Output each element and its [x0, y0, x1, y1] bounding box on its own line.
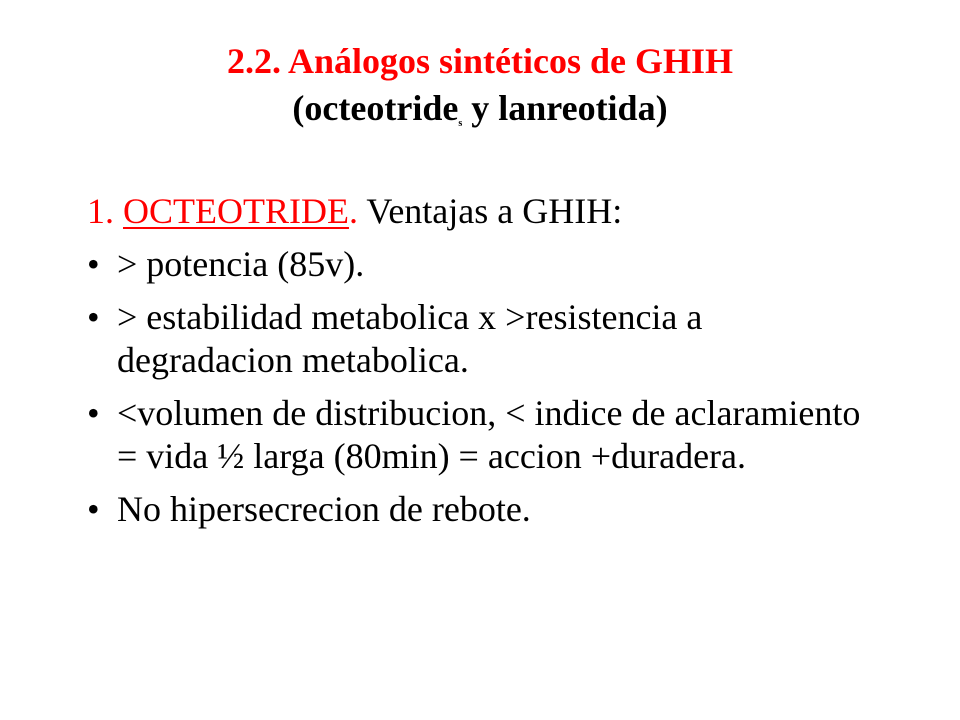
- heading-rest: Ventajas a GHIH:: [357, 191, 623, 231]
- bullet-dot-icon: •: [87, 393, 100, 433]
- heading-period: .: [348, 191, 358, 231]
- bullet-dot-icon: •: [87, 244, 100, 284]
- title-line-1: 2.2. Análogos sintéticos de GHIH: [226, 41, 734, 81]
- bullet-item: [87, 243, 887, 286]
- title-subscript: s: [458, 118, 463, 129]
- slide-body: [87, 190, 887, 541]
- title-line-2: [0, 85, 960, 147]
- title-line-2-open: (octeotride: [292, 88, 459, 128]
- bullet-text: > estabilidad metabolica x >resistencia a degradacion metabolica.: [117, 297, 703, 380]
- heading-number: 1.: [87, 191, 123, 231]
- bullet-dot-icon: •: [87, 297, 100, 337]
- bullet-list: [87, 243, 887, 531]
- title-line-2-close: y lanreotida): [462, 88, 668, 128]
- slide-title: [0, 38, 960, 147]
- bullet-item: [87, 392, 887, 478]
- bullet-text: > potencia (85v).: [117, 244, 365, 284]
- bullet-item: [87, 488, 887, 531]
- bullet-dot-icon: •: [87, 489, 100, 529]
- bullet-text: <volumen de distribucion, < indice de aclaramiento = vida ½ larga (80min) = accion +duradera.: [117, 393, 861, 476]
- heading-keyword: OCTEOTRIDE: [123, 191, 349, 231]
- section-heading: [87, 190, 887, 233]
- bullet-text: No hipersecrecion de rebote.: [117, 489, 531, 529]
- bullet-item: [87, 296, 887, 382]
